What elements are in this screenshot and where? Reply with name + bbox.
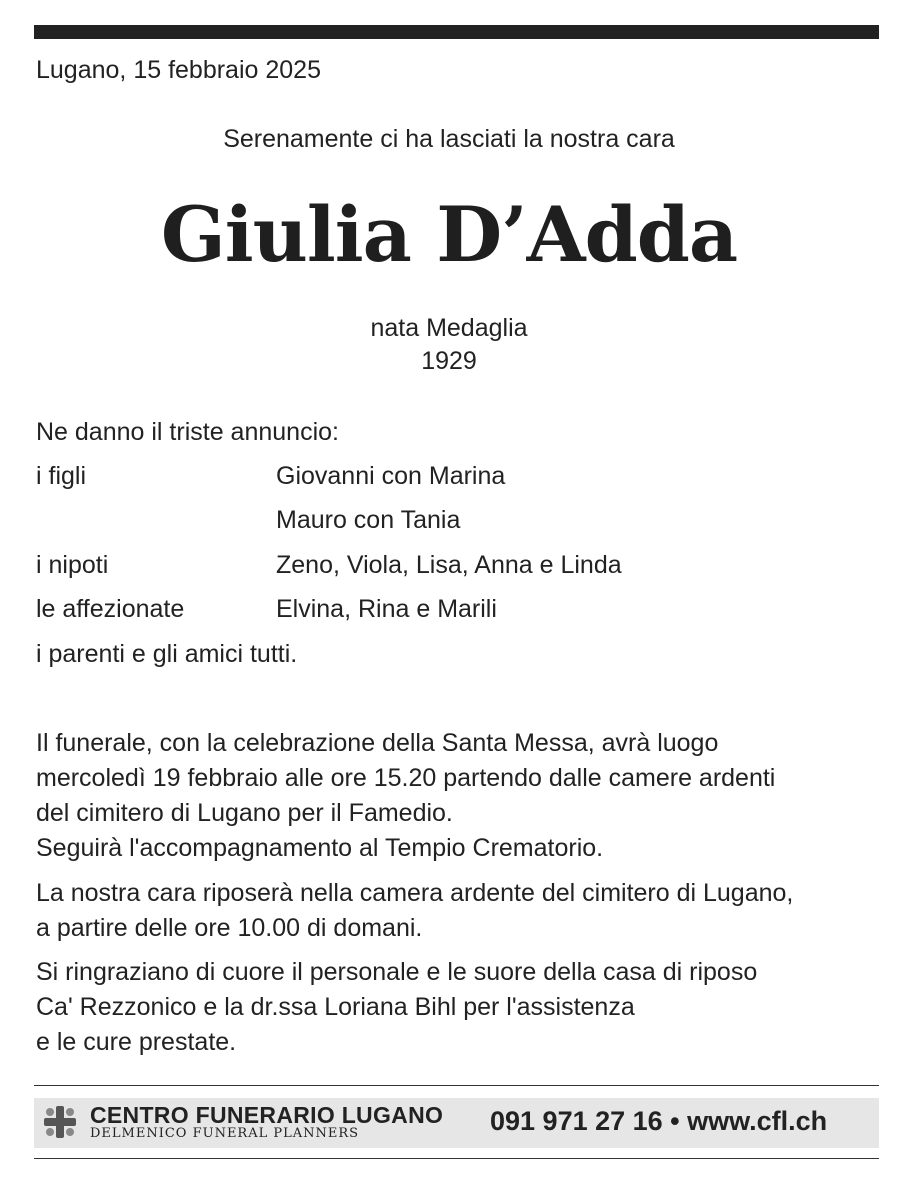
maiden-name: nata Medaglia [370,314,528,342]
family-role: i nipoti [36,551,109,579]
deceased-name: Giulia D’Adda [160,190,738,279]
family-names: Giovanni con Marina [276,462,506,490]
family-names: Zeno, Viola, Lisa, Anna e Linda [276,551,622,579]
top-rule [34,25,879,39]
paragraph-line: mercoledì 19 febbraio alle ore 15.20 partendo dalle camere ardenti [36,764,776,792]
paragraph-line: La nostra cara riposerà nella camera ardente del cimitero di Lugano, [36,879,794,907]
family-closing-text: i parenti e gli amici tutti. [36,640,298,668]
family-role: le affezionate [36,595,185,623]
notice-date: Lugano, 15 febbraio 2025 [36,56,321,84]
viewing-paragraph [36,876,866,946]
paragraph-line: Il funerale, con la celebrazione della Santa Messa, avrà luogo [36,729,719,757]
paragraph-line: a partire delle ore 10.00 di domani. [36,914,423,942]
family-names: Mauro con Tania [276,506,461,534]
announce-line: Ne danno il triste annuncio: [36,418,339,446]
funeral-center-logo-icon [42,1104,78,1140]
paragraph-line: e le cure prestate. [36,1028,237,1056]
family-role: i figli [36,462,87,490]
footer-top-rule [34,1085,879,1086]
footer-bottom-rule [34,1158,879,1159]
funeral-center-subtitle: DELMENICO FUNERAL PLANNERS [90,1126,360,1141]
intro-text: Serenamente ci ha lasciati la nostra cara [223,125,675,153]
thanks-paragraph [36,955,866,1060]
paragraph-line: del cimitero di Lugano per il Famedio. [36,799,453,827]
family-names: Elvina, Rina e Marili [276,595,497,623]
funeral-paragraph [36,726,866,866]
paragraph-line: Seguirà l'accompagnamento al Tempio Crematorio. [36,834,604,862]
paragraph-line: Si ringraziano di cuore il personale e le suore della casa di riposo [36,958,758,986]
birth-info [0,312,898,378]
funeral-center-name: CENTRO FUNERARIO LUGANO [90,1102,444,1128]
birth-year: 1929 [421,347,477,375]
contact-info: 091 971 27 16 • www.cfl.ch [490,1106,828,1136]
paragraph-line: Ca' Rezzonico e la dr.ssa Loriana Bihl per l'assistenza [36,993,635,1021]
